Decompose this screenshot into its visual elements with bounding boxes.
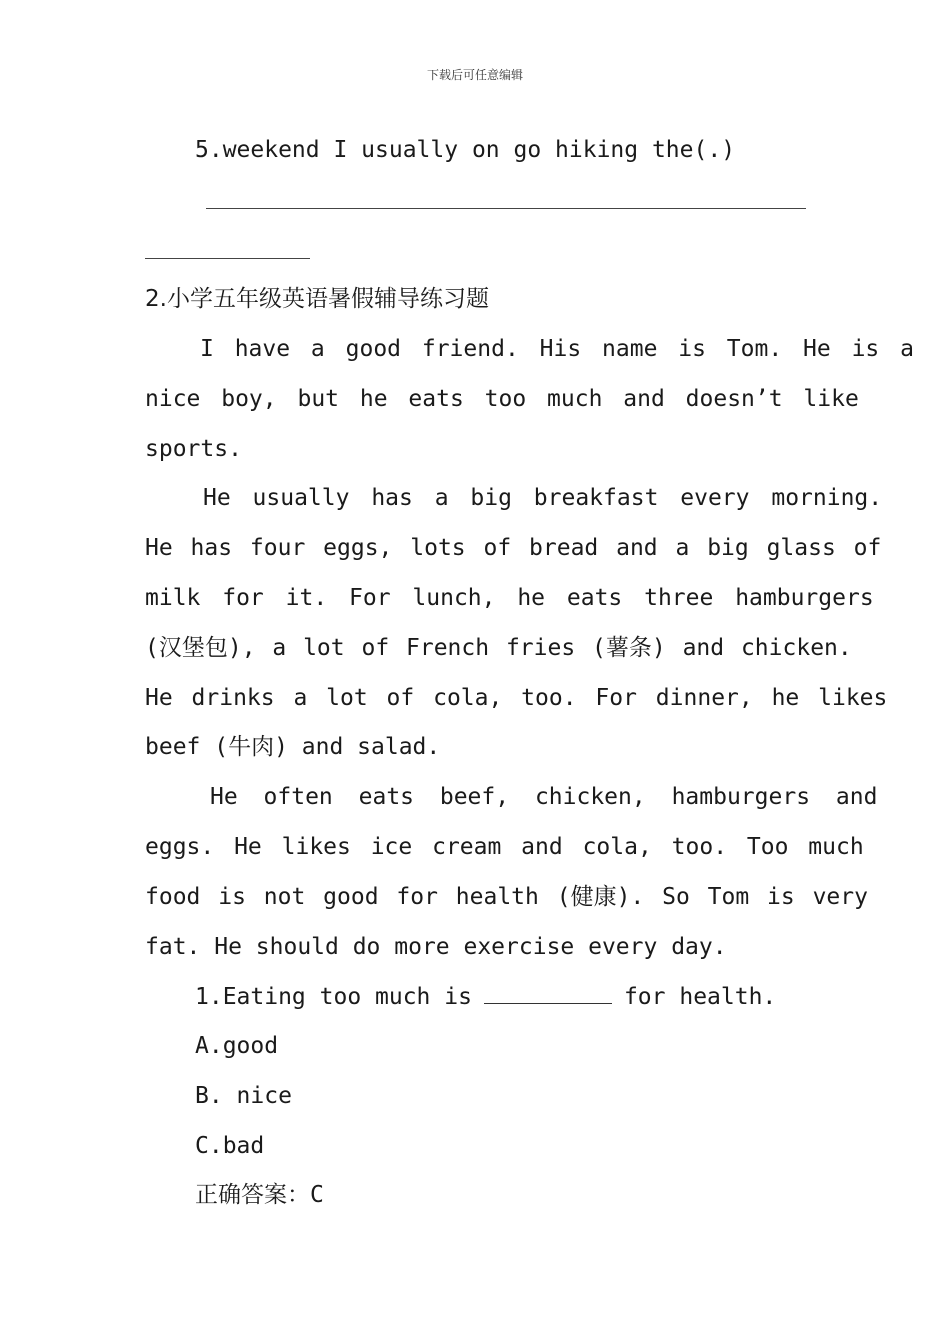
option-a: A.good bbox=[195, 1033, 279, 1059]
question-stem-before: 1.Eating too much is bbox=[195, 984, 472, 1010]
passage-line bbox=[200, 334, 914, 364]
passage-line: He drinks a lot of cola, too. For dinner, he likes bbox=[145, 685, 888, 711]
passage-line: eggs. He likes ice cream and cola, too. Too much bbox=[145, 834, 864, 860]
passage-line: beef (牛肉) and salad. bbox=[145, 734, 441, 760]
passage-line: fat. He should do more exercise every day. bbox=[145, 934, 727, 960]
passage-line: He often eats beef, chicken, hamburgers and bbox=[210, 784, 878, 810]
question-stem bbox=[195, 981, 776, 1012]
correct-answer: 正确答案：C bbox=[195, 1182, 324, 1208]
previous-question-item: 5.weekend I usually on go hiking the(.) bbox=[195, 137, 736, 163]
passage-line: food is not good for health (健康). So Tom is very bbox=[145, 884, 868, 910]
passage-line: milk for it. For lunch, he eats three hamburgers bbox=[145, 585, 874, 611]
passage-line: He usually has a big breakfast every morning. bbox=[203, 485, 883, 511]
passage-line: (汉堡包), a lot of French fries (薯条) and chicken. bbox=[145, 635, 852, 661]
question-stem-after: for health. bbox=[623, 984, 777, 1010]
answer-line-continuation bbox=[145, 258, 310, 259]
answer-blank bbox=[484, 981, 612, 1004]
page-header: 下载后可任意编辑 bbox=[426, 68, 523, 82]
option-b: B. nice bbox=[195, 1083, 292, 1109]
passage-line: He has four eggs, lots of bread and a big glass of bbox=[145, 535, 882, 561]
passage-line: nice boy, but he eats too much and doesn’t like bbox=[145, 386, 859, 412]
section-title: 2.小学五年级英语暑假辅导练习题 bbox=[145, 286, 489, 312]
option-c: C.bad bbox=[195, 1133, 265, 1159]
passage-line-text: I have a good friend. His name is Tom. He is a bbox=[200, 336, 914, 362]
passage-line: sports. bbox=[145, 436, 242, 462]
answer-line bbox=[206, 208, 806, 209]
